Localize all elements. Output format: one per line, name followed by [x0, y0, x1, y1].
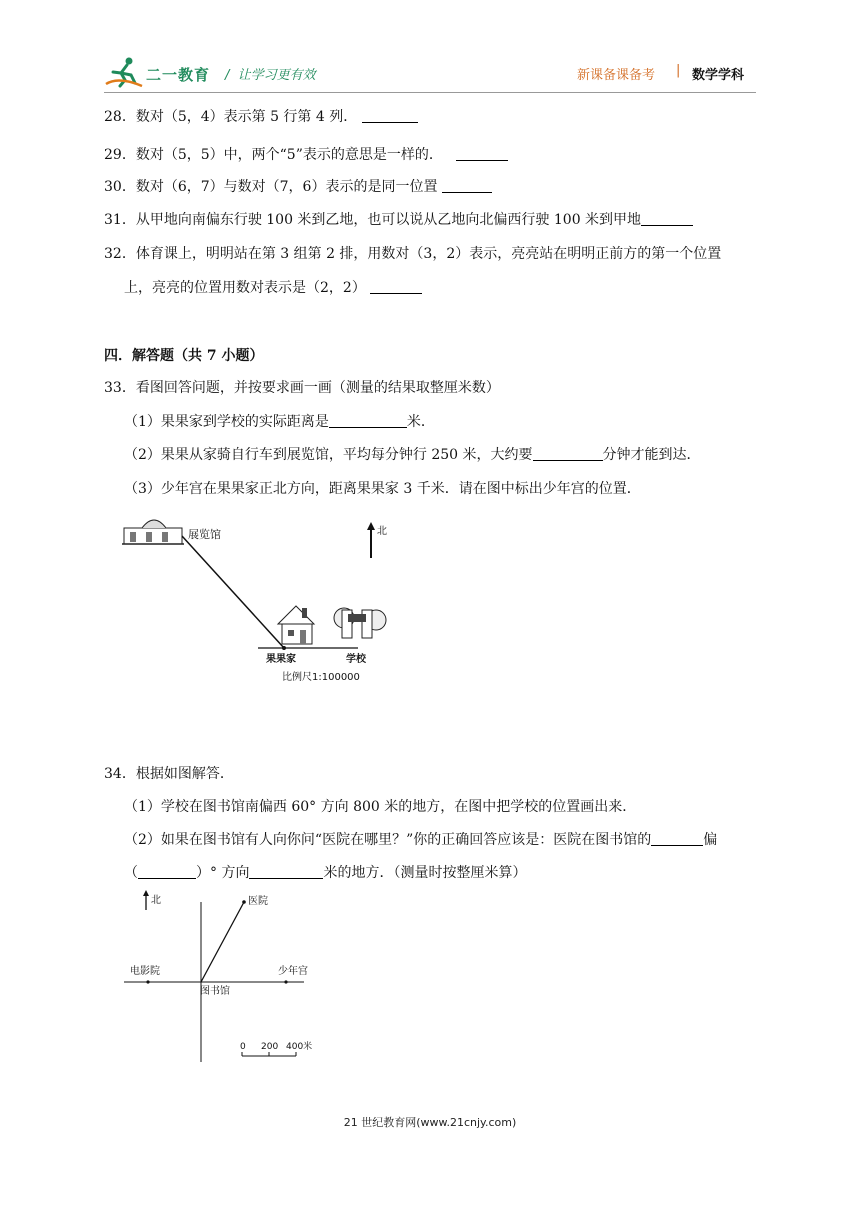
question-34-stem: 34．根据如图解答． [104, 766, 234, 782]
question-32-line2 [124, 277, 422, 297]
header-rule [104, 92, 756, 93]
q34-p2-direction: 偏 [703, 832, 718, 848]
question-33-stem: 33．看图回答问题，并按要求画一画（测量的结果取整厘米数） [104, 380, 500, 396]
header-tagline: 新课备课备考 [577, 68, 656, 83]
header-separator: | [676, 63, 681, 78]
header [0, 50, 860, 100]
q34-map-figure [118, 886, 338, 1062]
youth-palace-point [284, 980, 287, 983]
q33-map-figure [118, 508, 418, 686]
answer-blank[interactable] [138, 864, 196, 879]
hospital-label: 医院 [248, 896, 268, 907]
answer-blank[interactable] [641, 211, 693, 226]
question-32-text: 32．体育课上，明明站在第 3 组第 2 排，用数对（3，2）表示，亮亮站在明明正前方的第一个位置 [104, 246, 722, 262]
school-label: 学校 [346, 654, 366, 665]
scale-tick-400: 400米 [286, 1042, 313, 1052]
scale-bar [242, 1052, 296, 1056]
answer-blank[interactable] [651, 831, 703, 846]
north-arrow-icon [367, 522, 375, 558]
scale-tick-200: 200 [261, 1042, 279, 1052]
exhibition-hall-icon [122, 520, 184, 544]
question-34-part1: （1）学校在图书馆南偏西 60° 方向 800 米的地方，在图中把学校的位置画出来． [124, 799, 637, 815]
question-34-part2-cont [124, 862, 526, 882]
school-icon [334, 608, 386, 638]
answer-blank[interactable] [533, 446, 603, 461]
question-31-text: 31．从甲地向南偏东行驶 100 米到乙地，也可以说从乙地向北偏西行驶 100 米到甲地 [104, 212, 642, 228]
question-29 [104, 144, 508, 164]
cinema-label: 电影院 [130, 966, 160, 977]
hospital-ray [201, 902, 244, 982]
question-34-part2 [124, 829, 717, 849]
home-label: 果果家 [266, 654, 296, 665]
question-32-text-cont: 上，亮亮的位置用数对表示是（2，2） [124, 280, 366, 296]
question-32-line1 [104, 243, 721, 263]
question-33-part2 [124, 444, 701, 464]
q33-p1-text: （1）果果家到学校的实际距离是 [124, 414, 329, 430]
q34-p2-text: （2）如果在图书馆有人向你问“医院在哪里？”你的正确回答应该是：医院在图书馆的 [124, 832, 652, 848]
house-icon [278, 606, 314, 644]
question-29-text: 29．数对（5，5）中，两个“5”表示的意思是一样的． [104, 147, 443, 163]
question-31 [104, 209, 693, 229]
q33-p1-unit: 米． [406, 414, 435, 430]
question-30-text: 30．数对（6，7）与数对（7，6）表示的是同一位置 [104, 179, 438, 195]
slogan-text: 让学习更有效 [237, 68, 316, 83]
q34-angle-text: ）° 方向 [196, 865, 250, 881]
question-30 [104, 176, 492, 196]
north-label: 北 [151, 895, 161, 906]
answer-blank[interactable] [329, 413, 407, 428]
question-28 [104, 106, 418, 126]
q34-open-paren: （ [124, 865, 138, 881]
scale-label: 比例尺1:100000 [282, 672, 360, 683]
slogan: / 让学习更有效 [225, 68, 316, 83]
logo-text: 二一教育 [146, 66, 211, 84]
logo-runner-icon [104, 56, 144, 88]
answer-blank[interactable] [362, 108, 418, 123]
answer-blank[interactable] [249, 864, 323, 879]
section-title: 四．解答题（共 7 小题） [104, 348, 264, 364]
answer-blank[interactable] [456, 146, 508, 161]
header-subject: 数学学科 [692, 68, 745, 83]
youth-palace-label: 少年宫 [278, 966, 308, 977]
q34-distance-text: 米的地方．（测量时按整厘米算） [323, 865, 527, 881]
exhibition-label: 展览馆 [188, 528, 221, 541]
footer: 21 世纪教育网(www.21cnjy.com) [343, 1116, 517, 1129]
library-label: 图书馆 [200, 986, 230, 997]
question-33-part1 [124, 411, 435, 431]
answer-blank[interactable] [370, 279, 422, 294]
question-33-part3: （3）少年宫在果果家正北方向，距离果果家 3 千米．请在图中标出少年宫的位置． [124, 481, 641, 497]
home-point [282, 646, 286, 650]
north-label: 北 [377, 526, 387, 537]
q33-p2-unit: 分钟才能到达． [602, 447, 701, 463]
scale-tick-0: 0 [240, 1042, 246, 1052]
q33-p2-text: （2）果果从家骑自行车到展览馆，平均每分钟行 250 米，大约要 [124, 447, 533, 463]
answer-blank[interactable] [442, 178, 492, 193]
cinema-point [146, 980, 149, 983]
path-line [182, 536, 284, 648]
north-arrow-icon [143, 890, 149, 910]
hospital-point [242, 900, 246, 904]
question-28-text: 28．数对（5，4）表示第 5 行第 4 列． [104, 109, 358, 125]
